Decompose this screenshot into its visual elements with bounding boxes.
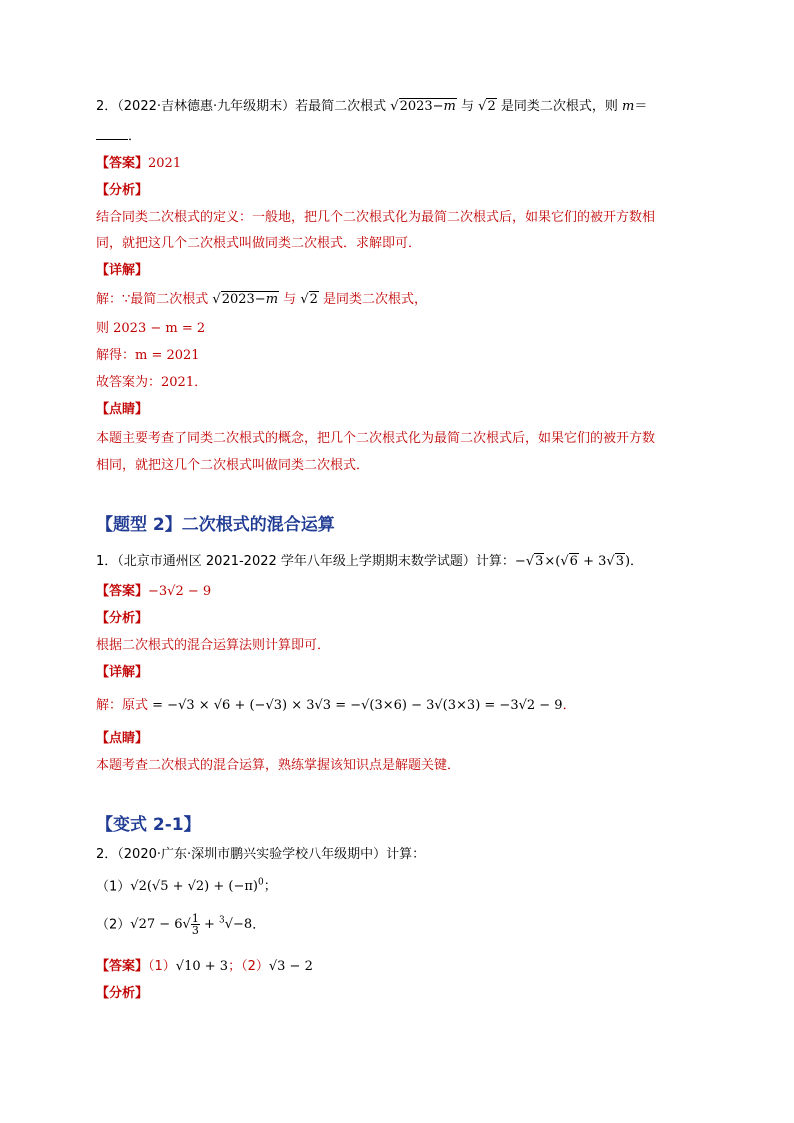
question-2b-stem: 2．（2020·广东·深圳市鹏兴实验学校八年级期中）计算： <box>96 847 426 862</box>
q2-detail-tag: 【详解】 <box>96 263 149 278</box>
q2-detail-line-4: 故答案为：2021． <box>96 375 208 390</box>
radical-2023-m: √2023−m <box>390 99 456 114</box>
q1-detail-line-1: 解：原式 = −√3 × √6 + (−√3) × 3√3 = −√(3×6) − 3√(3×3) = −3√2 − 9． <box>96 698 576 713</box>
q2-detail-line-2: 则 2023 − m = 2 <box>96 321 206 336</box>
q2-analysis-line-1: 结合同类二次根式的定义：一般地，把几个二次根式化为最简二次根式后，如果它们的被开方数相 <box>96 210 656 225</box>
q1-analysis-tag: 【分析】 <box>96 611 149 626</box>
q2-comment-line-1: 本题主要考查了同类二次根式的概念，把几个二次根式化为最简二次根式后，如果它们的被开方数 <box>96 431 656 446</box>
q2-analysis-tag: 【分析】 <box>96 183 149 198</box>
answer-blank-line: ． <box>96 128 141 146</box>
section-title-type-2: 【题型 2】二次根式的混合运算 <box>96 515 335 535</box>
radical-2: √2 <box>478 99 496 114</box>
answer-blank <box>96 139 128 140</box>
q2-answer: 【答案】2021 <box>96 156 182 171</box>
question-2-stem: 2．（2022·吉林德惠·九年级期末）若最简二次根式 √2023−m 与 √2 是同类二次根式，则 m＝ <box>96 99 648 114</box>
q2b-answer: 【答案】（1）√10 + 3；（2）√3 − 2 <box>96 959 313 974</box>
q2-analysis-line-2: 同，就把这几个二次根式叫做同类二次根式．求解即可． <box>96 236 422 251</box>
variant-title: 【变式 2-1】 <box>96 815 201 835</box>
q1-comment-line-1: 本题考查二次根式的混合运算，熟练掌握该知识点是解题关键． <box>96 758 461 773</box>
q2-comment-line-2: 相同，就把这几个二次根式叫做同类二次根式． <box>96 458 370 473</box>
q1-answer: 【答案】−3√2 − 9 <box>96 584 212 599</box>
question-1-stem: 1．（北京市通州区 2021-2022 学年八年级上学期期末数学试题）计算：−√3×(√6 + 3√3)． <box>96 554 644 569</box>
q2b-analysis-tag: 【分析】 <box>96 986 149 1001</box>
q1-detail-tag: 【详解】 <box>96 665 149 680</box>
q2b-part-2: （2）√27 − 6√ $\frac{1}{3}$ + $^3$√−8． <box>96 912 266 938</box>
q2b-part-1: $(1)√2(√5 + √2) + (-\pi)^0$； <box>96 878 277 895</box>
q1-analysis-line-1: 根据二次根式的混合运算法则计算即可． <box>96 638 331 653</box>
question-2-prefix: 2．（2022·吉林德惠·九年级期末）若最简二次根式 <box>96 99 387 114</box>
q2-comment-tag: 【点睛】 <box>96 402 149 417</box>
q2-detail-line-3: 解得：m = 2021 <box>96 348 200 363</box>
q2-detail-line-1: 解：∵最简二次根式 √2023−m 与 √2 是同类二次根式， <box>96 292 428 307</box>
q1-comment-tag: 【点睛】 <box>96 731 149 746</box>
